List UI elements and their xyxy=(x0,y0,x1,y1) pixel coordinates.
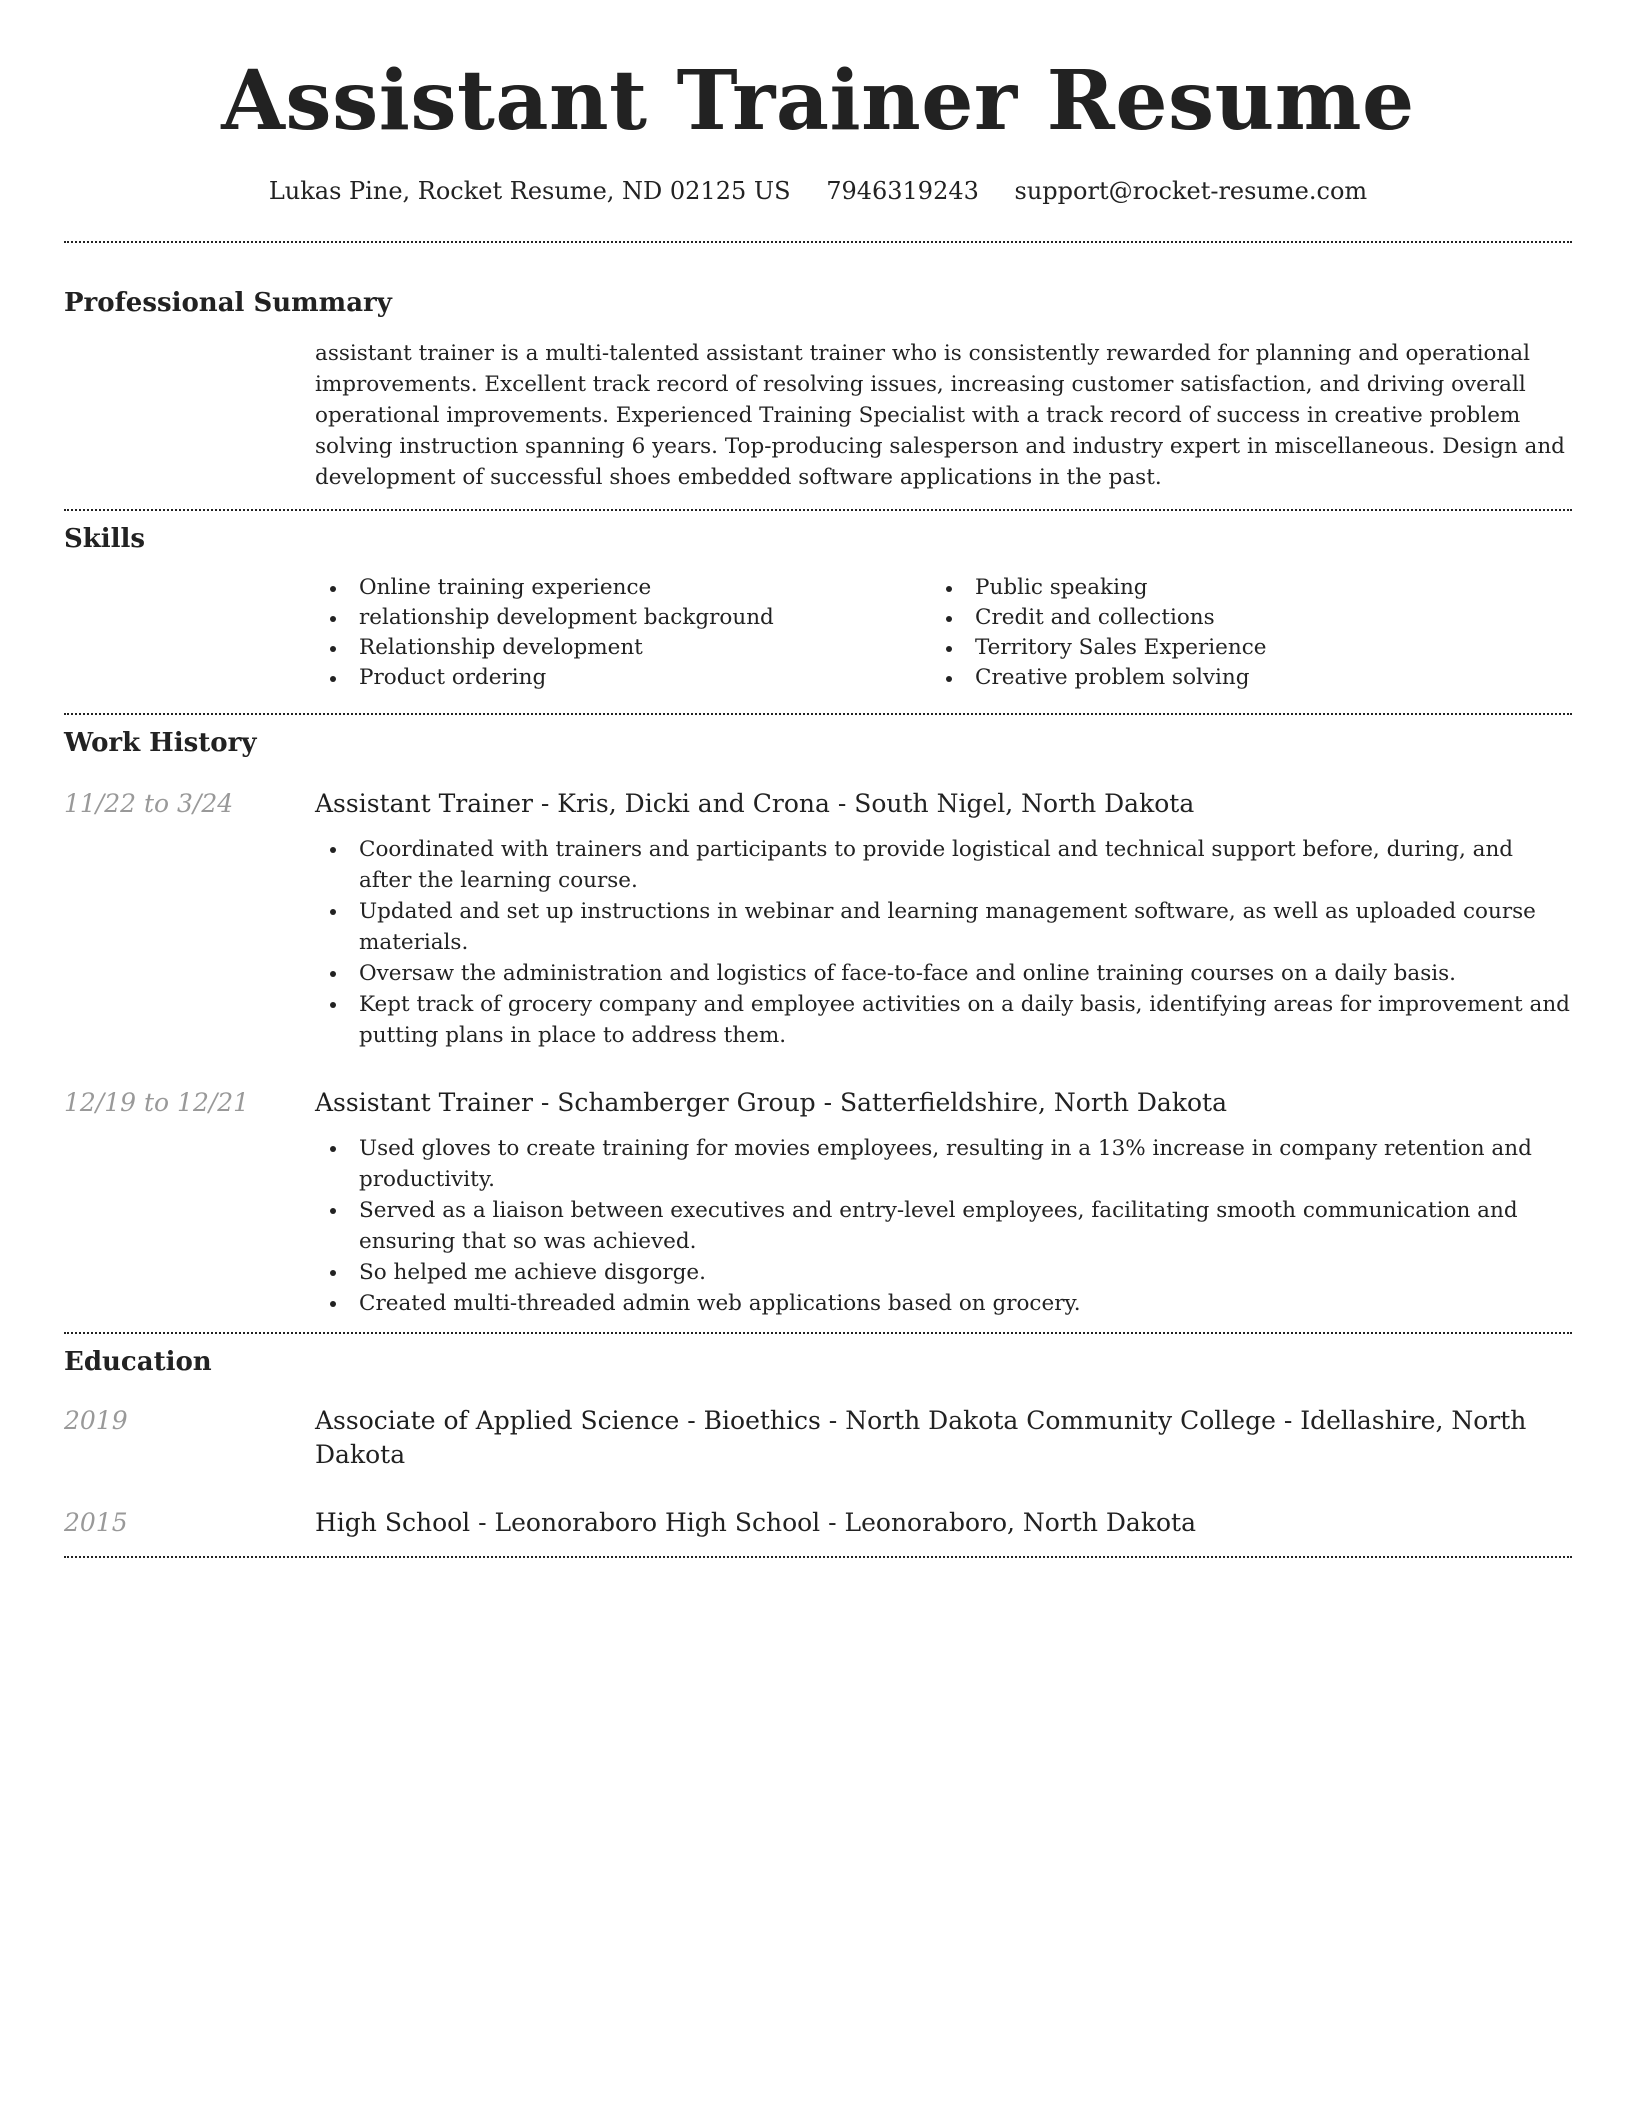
divider xyxy=(64,241,1572,243)
job-bullets xyxy=(315,1133,1572,1319)
job-bullet: Served as a liaison between executives and entry-level employees, facilitating smooth communication and ensuring that so was achieved. xyxy=(315,1195,1572,1257)
job-bullet: So helped me achieve disgorge. xyxy=(315,1257,1572,1288)
divider xyxy=(64,713,1572,715)
education-entry xyxy=(64,1404,1572,1472)
education-heading-line xyxy=(315,1506,1196,1540)
contact-address: Lukas Pine, Rocket Resume, ND 02125 US xyxy=(268,177,791,205)
job-bullet: Oversaw the administration and logistics of face-to-face and online training courses on a daily basis. xyxy=(315,958,1572,989)
skills-column-left xyxy=(315,573,931,693)
skills-heading: Skills xyxy=(64,524,146,554)
job-dates: 12/19 to 12/21 xyxy=(64,1088,250,1117)
skill-item: Credit and collections xyxy=(931,603,1571,633)
education-heading-line xyxy=(315,1404,1572,1472)
divider xyxy=(64,1556,1572,1558)
resume-page xyxy=(64,0,1572,1558)
job-entry xyxy=(64,787,1572,1051)
education-degree: High School xyxy=(315,1508,471,1537)
contact-email: support@rocket-resume.com xyxy=(1014,177,1368,205)
divider xyxy=(64,509,1572,511)
education-degree: Associate of Applied Science - Bioethics xyxy=(315,1406,821,1435)
skill-item: Creative problem solving xyxy=(931,663,1571,693)
education-details: - North Dakota Community College - Idellashire, North Dakota xyxy=(315,1406,1527,1469)
skill-item: Product ordering xyxy=(315,663,931,693)
job-details: - Kris, Dicki and Crona - South Nigel, North Dakota xyxy=(532,789,1195,818)
education-year: 2019 xyxy=(64,1406,128,1435)
contact-phone: 7946319243 xyxy=(826,177,979,205)
skill-item: Public speaking xyxy=(931,573,1571,603)
job-bullet: Coordinated with trainers and participants to provide logistical and technical support before, during, and after the learning course. xyxy=(315,834,1572,896)
education-entry xyxy=(64,1506,1572,1540)
skill-item: Relationship development xyxy=(315,633,931,663)
skills-list xyxy=(315,573,1572,693)
job-body xyxy=(315,787,1572,1051)
work-history-heading: Work History xyxy=(64,728,257,758)
resume-title: Assistant Trainer Resume xyxy=(221,53,1415,149)
job-details: - Schamberger Group - Satterfieldshire, North Dakota xyxy=(532,1088,1227,1117)
education-heading: Education xyxy=(64,1347,212,1377)
job-dates: 11/22 to 3/24 xyxy=(64,789,234,818)
job-bullet: Kept track of grocery company and employee activities on a daily basis, identifying areas for improvement and putting plans in place to address them. xyxy=(315,989,1572,1051)
education-year: 2015 xyxy=(64,1508,128,1537)
job-role: Assistant Trainer xyxy=(315,789,533,818)
skill-item: Online training experience xyxy=(315,573,931,603)
job-heading xyxy=(315,787,1572,821)
job-bullet: Created multi-threaded admin web applications based on grocery. xyxy=(315,1288,1572,1319)
divider xyxy=(64,1332,1572,1334)
job-bullets xyxy=(315,834,1572,1051)
job-role: Assistant Trainer xyxy=(315,1088,533,1117)
skills-column-right xyxy=(931,573,1571,693)
summary-text: assistant trainer is a multi-talented assistant trainer who is consistently rewarded for planning and operational improvements. Excellent track record of resolving issues, increasing customer satisfaction, and driving overall operational improvements. Experienced Training Specialist with a track record of success in creative problem solving instruction spanning 6 years. Top-producing salesperson and industry expert in miscellaneous. Design and development of successful shoes embedded software applications in the past. xyxy=(315,341,1565,490)
summary-heading: Professional Summary xyxy=(64,288,392,318)
skill-item: relationship development background xyxy=(315,603,931,633)
job-entry xyxy=(64,1086,1572,1319)
contact-line xyxy=(64,175,1572,207)
job-bullet: Used gloves to create training for movies employees, resulting in a 13% increase in company retention and productivity. xyxy=(315,1133,1572,1195)
job-body xyxy=(315,1086,1572,1319)
skill-item: Territory Sales Experience xyxy=(931,633,1571,663)
job-bullet: Updated and set up instructions in webinar and learning management software, as well as uploaded course materials. xyxy=(315,896,1572,958)
education-details: - Leonoraboro High School - Leonoraboro, North Dakota xyxy=(470,1508,1196,1537)
job-heading xyxy=(315,1086,1572,1120)
